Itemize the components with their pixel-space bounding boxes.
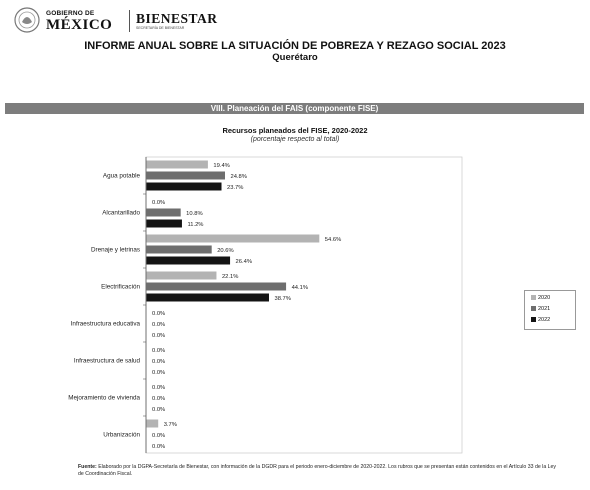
report-state: Querétaro	[272, 52, 318, 63]
source-text: Elaborado por la DGPA-Secretaría de Bienestar, con información de la DGDR para el periodo enero-diciembre de 2020-2022. Los rubros que se presentan están contenidos en el Artículo 33 de la Ley de Coordinación Fiscal.	[78, 464, 557, 477]
bar-2021	[147, 283, 287, 291]
category-label: Alcantarillado	[102, 209, 140, 217]
secretaria-name: BIENESTAR	[136, 11, 218, 26]
data-label-2022: 23.7%	[227, 185, 244, 191]
chart-title: Recursos planeados del FISE, 2020-2022	[222, 126, 368, 135]
legend-item-2021	[531, 306, 550, 312]
bar-2022	[147, 183, 222, 191]
category-label: Agua potable	[102, 172, 140, 180]
source-label: Fuente:	[78, 464, 97, 470]
data-label-2020: 0.0%	[152, 200, 166, 206]
legend-label-2022: 2022	[538, 317, 551, 323]
category-label: Infraestructura de salud	[73, 357, 140, 365]
bar-2021	[147, 246, 212, 254]
data-label-2021: 20.6%	[217, 248, 234, 254]
data-label-2020: 0.0%	[152, 311, 166, 317]
chart-legend	[524, 290, 576, 330]
data-label-2021: 44.1%	[291, 285, 309, 291]
data-label-2020: 0.0%	[152, 348, 166, 354]
legend-label-2020: 2020	[538, 295, 551, 301]
gov-small-text: GOBIERNO DE	[46, 10, 95, 17]
category-label: Electrificación	[101, 283, 140, 291]
chart-subtitle: (porcentaje respecto al total)	[250, 136, 340, 143]
category-label: Urbanización	[103, 431, 140, 439]
data-label-2021: 0.0%	[152, 433, 166, 439]
legend-item-2022	[531, 317, 550, 323]
data-label-2021: 10.8%	[186, 211, 203, 217]
data-label-2020: 0.0%	[152, 385, 166, 391]
data-label-2022: 11.2%	[187, 222, 204, 228]
data-label-2021: 24.8%	[230, 174, 247, 180]
bar-2021	[147, 209, 181, 217]
category-label: Infraestructura educativa	[70, 320, 140, 328]
bar-2020	[147, 272, 217, 280]
data-label-2022: 38.7%	[274, 296, 291, 302]
data-label-2021: 0.0%	[152, 322, 166, 328]
section-header: VIII. Planeación del FAIS (componente FISE)	[5, 103, 584, 114]
legend-swatch-2021	[531, 306, 536, 311]
bar-2020	[147, 420, 159, 428]
data-label-2021: 0.0%	[152, 359, 166, 365]
bar-2022	[147, 294, 269, 302]
gov-big-text: MÉXICO	[46, 17, 113, 33]
legend-item-2020	[531, 295, 550, 301]
legend-label-2021: 2021	[538, 306, 551, 312]
bar-2022	[147, 220, 182, 228]
data-label-2022: 0.0%	[152, 407, 166, 413]
category-label: Mejoramiento de vivienda	[68, 394, 140, 402]
data-label-2022: 0.0%	[152, 370, 166, 376]
legend-swatch-2020	[531, 295, 536, 300]
secretaria-subtext: SECRETARÍA DE BIENESTAR	[136, 26, 185, 30]
data-label-2022: 0.0%	[152, 333, 166, 339]
data-label-2020: 22.1%	[221, 274, 239, 280]
report-title: INFORME ANUAL SOBRE LA SITUACIÓN DE POBREZA Y REZAGO SOCIAL 2023	[84, 40, 506, 52]
data-label-2022: 26.4%	[235, 259, 252, 265]
bar-2020	[147, 161, 208, 169]
data-label-2021: 0.0%	[152, 396, 166, 402]
data-label-2020: 19.4%	[213, 163, 230, 169]
data-label-2020: 54.6%	[324, 237, 342, 243]
legend-swatch-2022	[531, 317, 536, 322]
bar-2020	[147, 235, 320, 243]
data-label-2022: 0.0%	[152, 444, 166, 450]
bar-2022	[147, 257, 231, 265]
source-note	[78, 464, 558, 478]
category-label: Drenaje y letrinas	[91, 246, 140, 254]
plot-frame	[146, 157, 462, 453]
data-label-2020: 3.7%	[163, 422, 177, 428]
bar-2021	[147, 172, 225, 180]
